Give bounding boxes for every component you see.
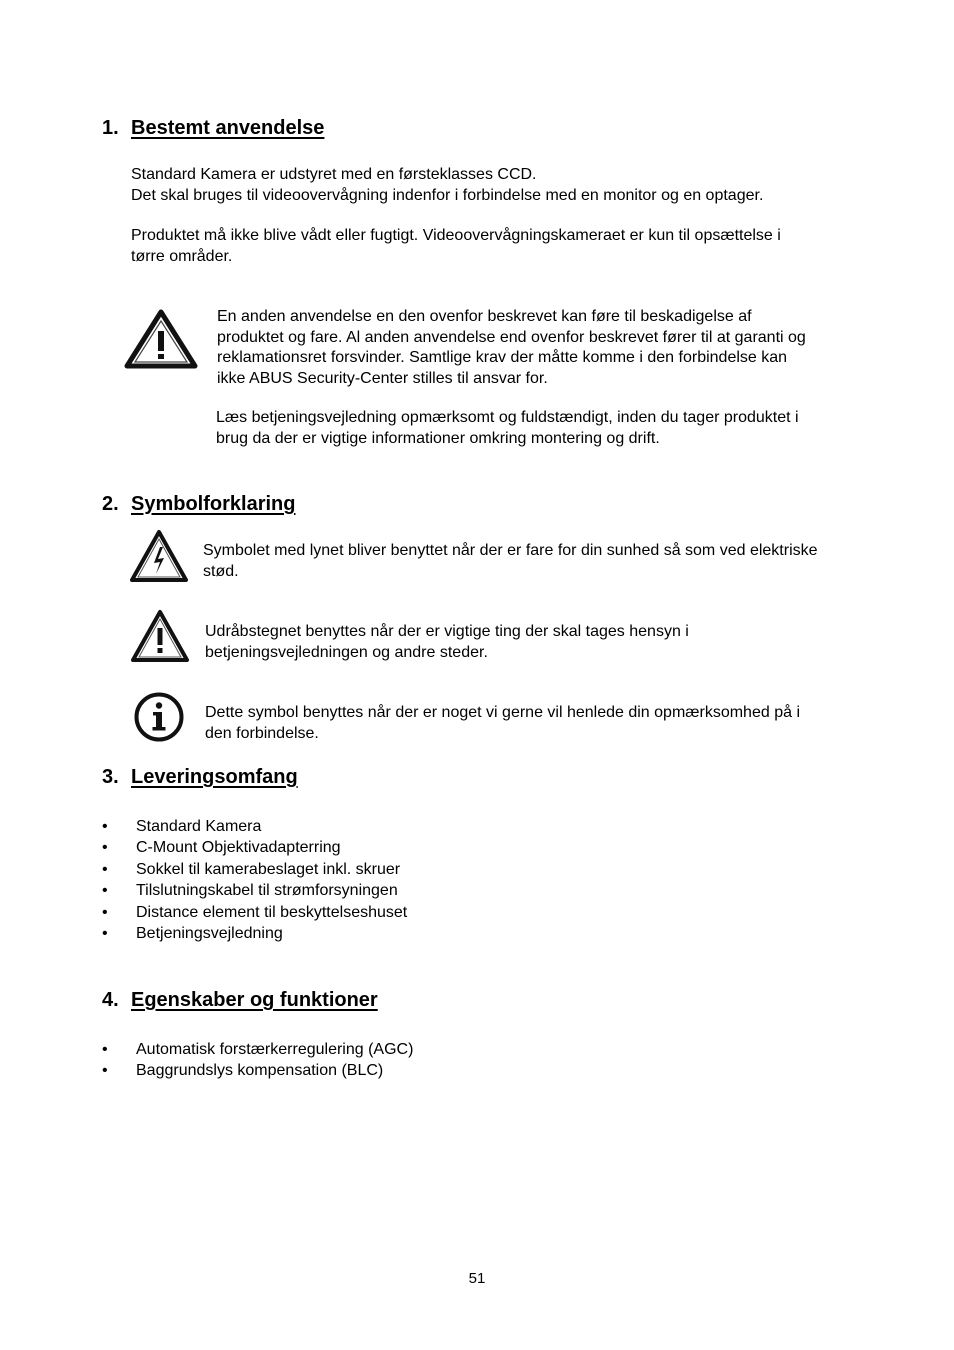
list-item-text: Betjeningsvejledning: [136, 924, 283, 942]
section-title: Leveringsomfang: [131, 766, 298, 788]
exclamation-description: [205, 622, 689, 663]
text-line: betjeningsvejledningen og andre steder.: [205, 643, 488, 661]
lightning-description: [203, 541, 818, 582]
text-line: den forbindelse.: [205, 724, 319, 742]
text-line: En anden anvendelse en den ovenfor beskrevet kan føre til beskadigelse af: [217, 308, 752, 325]
text-line: Dette symbol benyttes når der er noget vi gerne vil henlede din opmærksomhed på i: [205, 704, 800, 721]
section-number: 2.: [102, 493, 119, 515]
bullet: •: [102, 1062, 108, 1080]
bullet: •: [102, 860, 108, 878]
text-line: stød.: [203, 562, 239, 580]
text-line: Produktet må ikke blive vådt eller fugtigt. Videoovervågningskameraet er kun til opsættelse i: [131, 227, 781, 244]
text-line: Symbolet med lynet bliver benyttet når der er fare for din sunhed så som ved elektriske: [203, 542, 818, 559]
list-item-text: Sokkel til kamerabeslaget inkl. skruer: [136, 860, 401, 878]
list-item-text: C-Mount Objektivadapterring: [136, 839, 341, 857]
bullet: •: [102, 882, 108, 900]
section-3-heading: [102, 765, 298, 789]
text-line: Standard Kamera er udstyret med en førsteklasses CCD.: [131, 166, 537, 183]
warning-paragraph: [217, 307, 806, 389]
section-number: 3.: [102, 766, 119, 788]
text-line: produktet og fare. Al anden anvendelse end ovenfor beskrevet fører til at garanti og: [217, 328, 806, 346]
text-line: ikke ABUS Security-Center stilles til ansvar for.: [217, 369, 548, 387]
text-line: brug da der er vigtige informationer omkring montering og drift.: [216, 429, 660, 447]
bullet: •: [102, 839, 108, 857]
list-item-text: Standard Kamera: [136, 818, 262, 835]
list-item-text: Baggrundslys kompensation (BLC): [136, 1062, 384, 1080]
text-line: Det skal bruges til videoovervågning indenfor i forbindelse med en monitor og en optager.: [131, 186, 764, 204]
bullet: •: [102, 818, 108, 835]
section-2-heading: [102, 492, 295, 516]
section-number: 1.: [102, 117, 119, 139]
manual-note-paragraph: [216, 408, 799, 449]
bullet: •: [102, 1041, 108, 1058]
list-item-text: Tilslutningskabel til strømforsyningen: [136, 882, 398, 900]
text-line: Udråbstegnet benyttes når der er vigtige ting der skal tages hensyn i: [205, 623, 689, 640]
exclamation-triangle-icon: [130, 609, 190, 663]
moisture-paragraph: [131, 226, 781, 267]
section-4-heading: [102, 988, 378, 1012]
bullet: •: [102, 924, 108, 942]
section-number: 4.: [102, 989, 119, 1011]
warning-triangle-icon: [124, 309, 198, 369]
text-line: tørre områder.: [131, 247, 233, 265]
section-title: Egenskaber og funktioner: [131, 989, 378, 1011]
section-title: Symbolforklaring: [131, 493, 296, 515]
section-1-heading: [102, 116, 324, 140]
info-circle-icon: [133, 691, 185, 743]
text-line: reklamationsret forsvinder. Samtlige krav der måtte komme i den forbindelse kan: [217, 349, 788, 366]
info-description: [205, 703, 800, 744]
bullet: •: [102, 903, 108, 921]
section-title: Bestemt anvendelse: [131, 117, 325, 139]
text-line: Læs betjeningsvejledning opmærksomt og fuldstændigt, inden du tager produktet i: [216, 409, 799, 426]
list-item-text: Automatisk forstærkerregulering (AGC): [136, 1041, 414, 1058]
intro-paragraph: [131, 165, 763, 206]
lightning-triangle-icon: [129, 529, 189, 583]
list-item-text: Distance element til beskyttelseshuset: [136, 903, 408, 921]
page-number: 51: [468, 1270, 486, 1287]
